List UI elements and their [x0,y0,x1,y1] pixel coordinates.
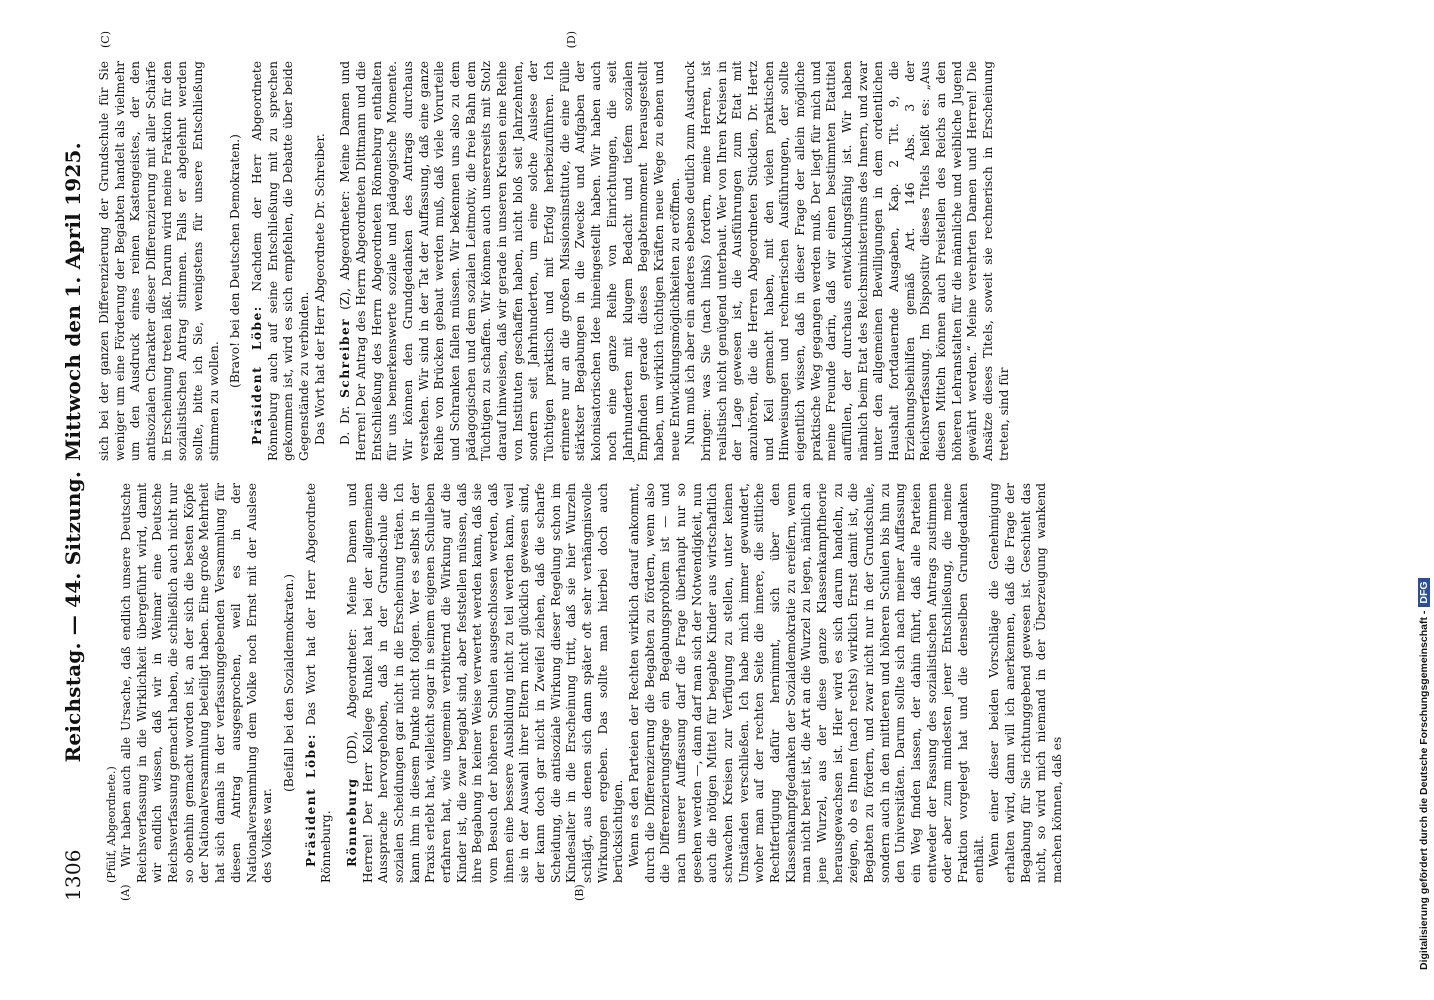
statement-text: Nachdem der Herr Abgeordnete Rönneburg auch auf seine Entschließung mit zu sprechen gekommen ist, wird es sich empfehlen, die Debatte über beide Gegenstände zu verbinden. [250,61,312,461]
paragraph: sich bei der ganzen Differenzierung der Grundschule für Sie weniger um eine Förderung der Begabten handelt als vielmehr um den Ausdruck eines reinen Kastengeistes, der den antisozialen Charakter dieser Differenzierung mit aller Schärfe in Erscheinung treten läßt. Darum wird meine Fraktion für den sozialistischen Antrag stimmen. Falls er abgelehnt werden sollte, bitte ich Sie, wenigstens für unsere Entschließung stimmen zu wollen. [97,61,221,461]
speech [345,483,627,883]
speaker-name: Rönneburg [344,777,359,867]
paragraph: Wir haben auch alle Ursache, daß endlich unsere Deutsche Reichsverfassung in die Wirklichkeit übergeführt wird, damit wir endlich wissen, daß wir in Weimar eine Deutsche Reichsverfassung gemacht haben, die schließlich auch nicht nur so obenhin gemacht worden ist, an der sich die besten Köpfe der Nationalversammlung beteiligt haben. Eine große Mehrheit hat sich damals in der verfassunggebenden Versammlung für diesen Antrag ausgesprochen, weil es in der Nationalversammlung dem Volke noch Ernst mit der Auslese des Volkes war. [119,483,275,883]
margin-marker-a: (A) [119,884,132,901]
statement-text: Das Wort hat der Herr Abgeordnete Rönneburg. [303,483,334,883]
president-statement [250,61,313,461]
paragraph: Wenn es den Parteien der Rechten wirklich darauf ankommt, durch die Differenzierung die Begabten zu fördern, wenn also die Differenzierungsfrage ein Begabungsproblem ist — und nach unserer Auffassung darf die Frage überhaupt nur so gesehen werden —, dann darf man sich der Notwendigkeit, nun auch die nötigen Mittel für begabte Kinder aus wirtschaftlich schwachen Kreisen zur Verfügung zu stellen, unter keinen Umständen verschließen. Ich habe mich immer gewundert, woher man auf der rechten Seite die innere, die sittliche Rechtfertigung dafür hernimmt, sich über den Klassenkampfgedanken der Sozialdemokratie zu ereifern, wenn man nicht bereit ist, die Art an die Wurzel zu legen, nämlich an jene Wurzel, aus der diese ganze Klassenkampftheorie herausgewachsen ist. Hier wird es sich darum handeln, zu zeigen, ob es Ihnen (nach rechts) wirklich Ernst damit ist, die Begabten zu fördern, und zwar nicht nur in der Grundschule, sondern auch in den mittleren und höheren Schulen bis hin zu den Universitäten. Darum sollte sich nach meiner Auffassung ein Weg finden lassen, der dahin führt, daß alle Parteien entweder der Fassung des sozialistischen Antrags zustimmen oder aber zum mindesten jener Entschließung, die meine Fraktion vorgelegt hat und die denselben Grundgedanken enthält. [626,483,986,883]
margin-marker-b: (B) [573,884,586,901]
speech [338,61,683,461]
margin-marker-d: (D) [565,31,578,49]
paragraph: Wenn einer dieser beiden Vorschläge die Genehmigung erhalten wird, dann will ich anerkennen, daß die Frage der Begabung für Sie richtunggebend gewesen ist. Geschieht das nicht, so wird mich niemand in der Überzeugung wankend machen können, daß es [987,483,1065,883]
digitization-credit [1418,0,1430,970]
speaker-name: Präsident Löbe: [250,305,265,445]
speaker-name: Präsident Löbe: [303,733,318,867]
right-column [97,31,1012,461]
credit-text: Digitalisierung gefördert durch die Deutsche Forschungsgemeinschaft - [1418,610,1430,970]
speaker-title: D. Dr. [338,405,353,445]
speech-text: (DD), Abgeordneter: Meine Damen und Herren! Der Herr Kollege Runkel hat bei der allgemeinen Aussprache hervorgehoben, daß in der Grundschule die sozialen Scheidungen gar nicht in die Erscheinung träten. Ich kann ihm in diesem Punkte nicht folgen. Wer es selbst in der Praxis erlebt hat, vielleicht sogar in seinem eigenen Schulleben erfahren hat, wie ungemein verbitternd die Wirkung auf die Kinder ist, die zwar begabt sind, aber feststellen müssen, daß ihre Begabung in keiner Weise verwertet werden kann, daß sie vom Besuch der höheren Schulen ausgeschlossen werden, daß ihnen eine bessere Ausbildung nicht zu teil werden kann, weil sie in der Auswahl ihrer Eltern nicht glücklich gewesen sind, der kann doch gar nicht in Zweifel ziehen, daß die scharfe Scheidung, die antisoziale Wirkung dieser Regelung schon im Kindesalter in die Erscheinung tritt, daß sie hier Wurzeln schlägt, aus denen sich dann später oft sehr verhängnisvolle Wirkungen ergeben. Das sollte man hierbei doch auch berücksichtigen. [344,483,626,883]
applause-note: (Bravo! bei den Deutschen Demokraten.) [228,134,243,388]
speaker-continuation: (Pfülf, Abgeordnete.) [105,766,118,883]
margin-marker-c: (C) [99,31,112,48]
dfg-logo: DFG [1418,578,1430,606]
speech-text: (Z), Abgeordneter: Meine Damen und Herren! Der Antrag des Herrn Abgeordneten Dittmann und die Entschließung des Herrn Abgeordneten Rönneburg enthalten für uns bemerkenswerte soziale und pädagogische Momente. Wir können den Grundgedanken des Antrags durchaus verstehen. Wir sind in der Tat der Auffassung, daß eine ganze Reihe von Brücken gebaut werden muß, daß viele Vorurteile und Schranken fallen müssen. Wir bekennen uns also zu dem pädagogischen und dem sozialen Leitmotiv, die freie Bahn dem Tüchtigen zu schaffen. Wir können auch unsererseits mit Stolz darauf hinweisen, daß wir gerade in unseren Kreisen eine Reihe von Instituten geschaffen haben, nicht bloß seit Jahrzehnten, sondern seit Jahrhunderten, um eine solche Auslese der Tüchtigen praktisch und mit Erfolg herbeizuführen. Ich erinnere nur an die großen Missionsinstitute, die eine Fülle stärkster Begabungen in die Zwecke und Aufgaben der kolonisatorischen Idee hineingestellt haben. Wir haben auch noch eine ganze Reihe von Einrichtungen, die seit Jahrhunderten mit klugem Bedacht und tiefem sozialen Empfinden gerade dieses Begabtenmoment herausgestellt haben, um wirklich tüchtigen Kräften neue Wege zu ebnen und neue Entwicklungsmöglichkeiten zu eröffnen. [338,60,682,461]
applause-note: (Beifall bei den Sozialdemokraten.) [281,574,296,792]
president-statement [304,483,335,883]
header-right: Mittwoch den 1. April 1925. [61,142,85,461]
page-number: 1306 [61,849,85,901]
left-column [105,483,1066,901]
rotated-page [61,31,1346,901]
speaker-name: Schreiber [338,317,353,398]
header-left: Reichstag. — 44. Sitzung. [61,471,85,763]
paragraph: Nun muß ich aber ein anderes ebenso deutlich zum Ausdruck bringen: was Sie (nach links) fordern, meine Herren, ist realistisch nicht genügend unterbaut. Wer von Ihren Kreisen in der Lage gewesen ist, die Ausführungen zum Etat mit anzuhören, die die Herren Abgeordneten Stücklen, Dr. Hertz und Keil gemacht haben, mit den vielen praktischen Hinweisungen und rechnerischen Ausführungen, der sollte eigentlich wissen, daß in dieser Frage der allein mögliche praktische Weg gegangen werden muß. Der liegt für mich und meine Freunde darin, daß wir einen bestimmten Etattitel auffüllen, der durchaus entwicklungsfähig ist. Wir haben nämlich beim Etat des Reichsministeriums des Innern, und zwar unter den allgemeinen Bewilligungen in dem ordentlichen Haushalt fortdauernde Ausgaben, Kap. 2 Tit. 9, die Erziehungsbeihilfen gemäß Art. 146 Abs. 3 der Reichsverfassung. Im Dispositiv dieses Titels heißt es: „Aus diesen Mitteln können auch Freistellen des Reichs an den höheren Lehranstalten für die männliche und weibliche Jugend gewährt werden.“ Meine verehrten Damen und Herren! Die Ansätze dieses Titels, soweit sie rechnerisch in Erscheinung treten, sind für [683,61,1011,461]
paragraph: Das Wort hat der Herr Abgeordnete Dr. Schreiber. [312,133,327,445]
